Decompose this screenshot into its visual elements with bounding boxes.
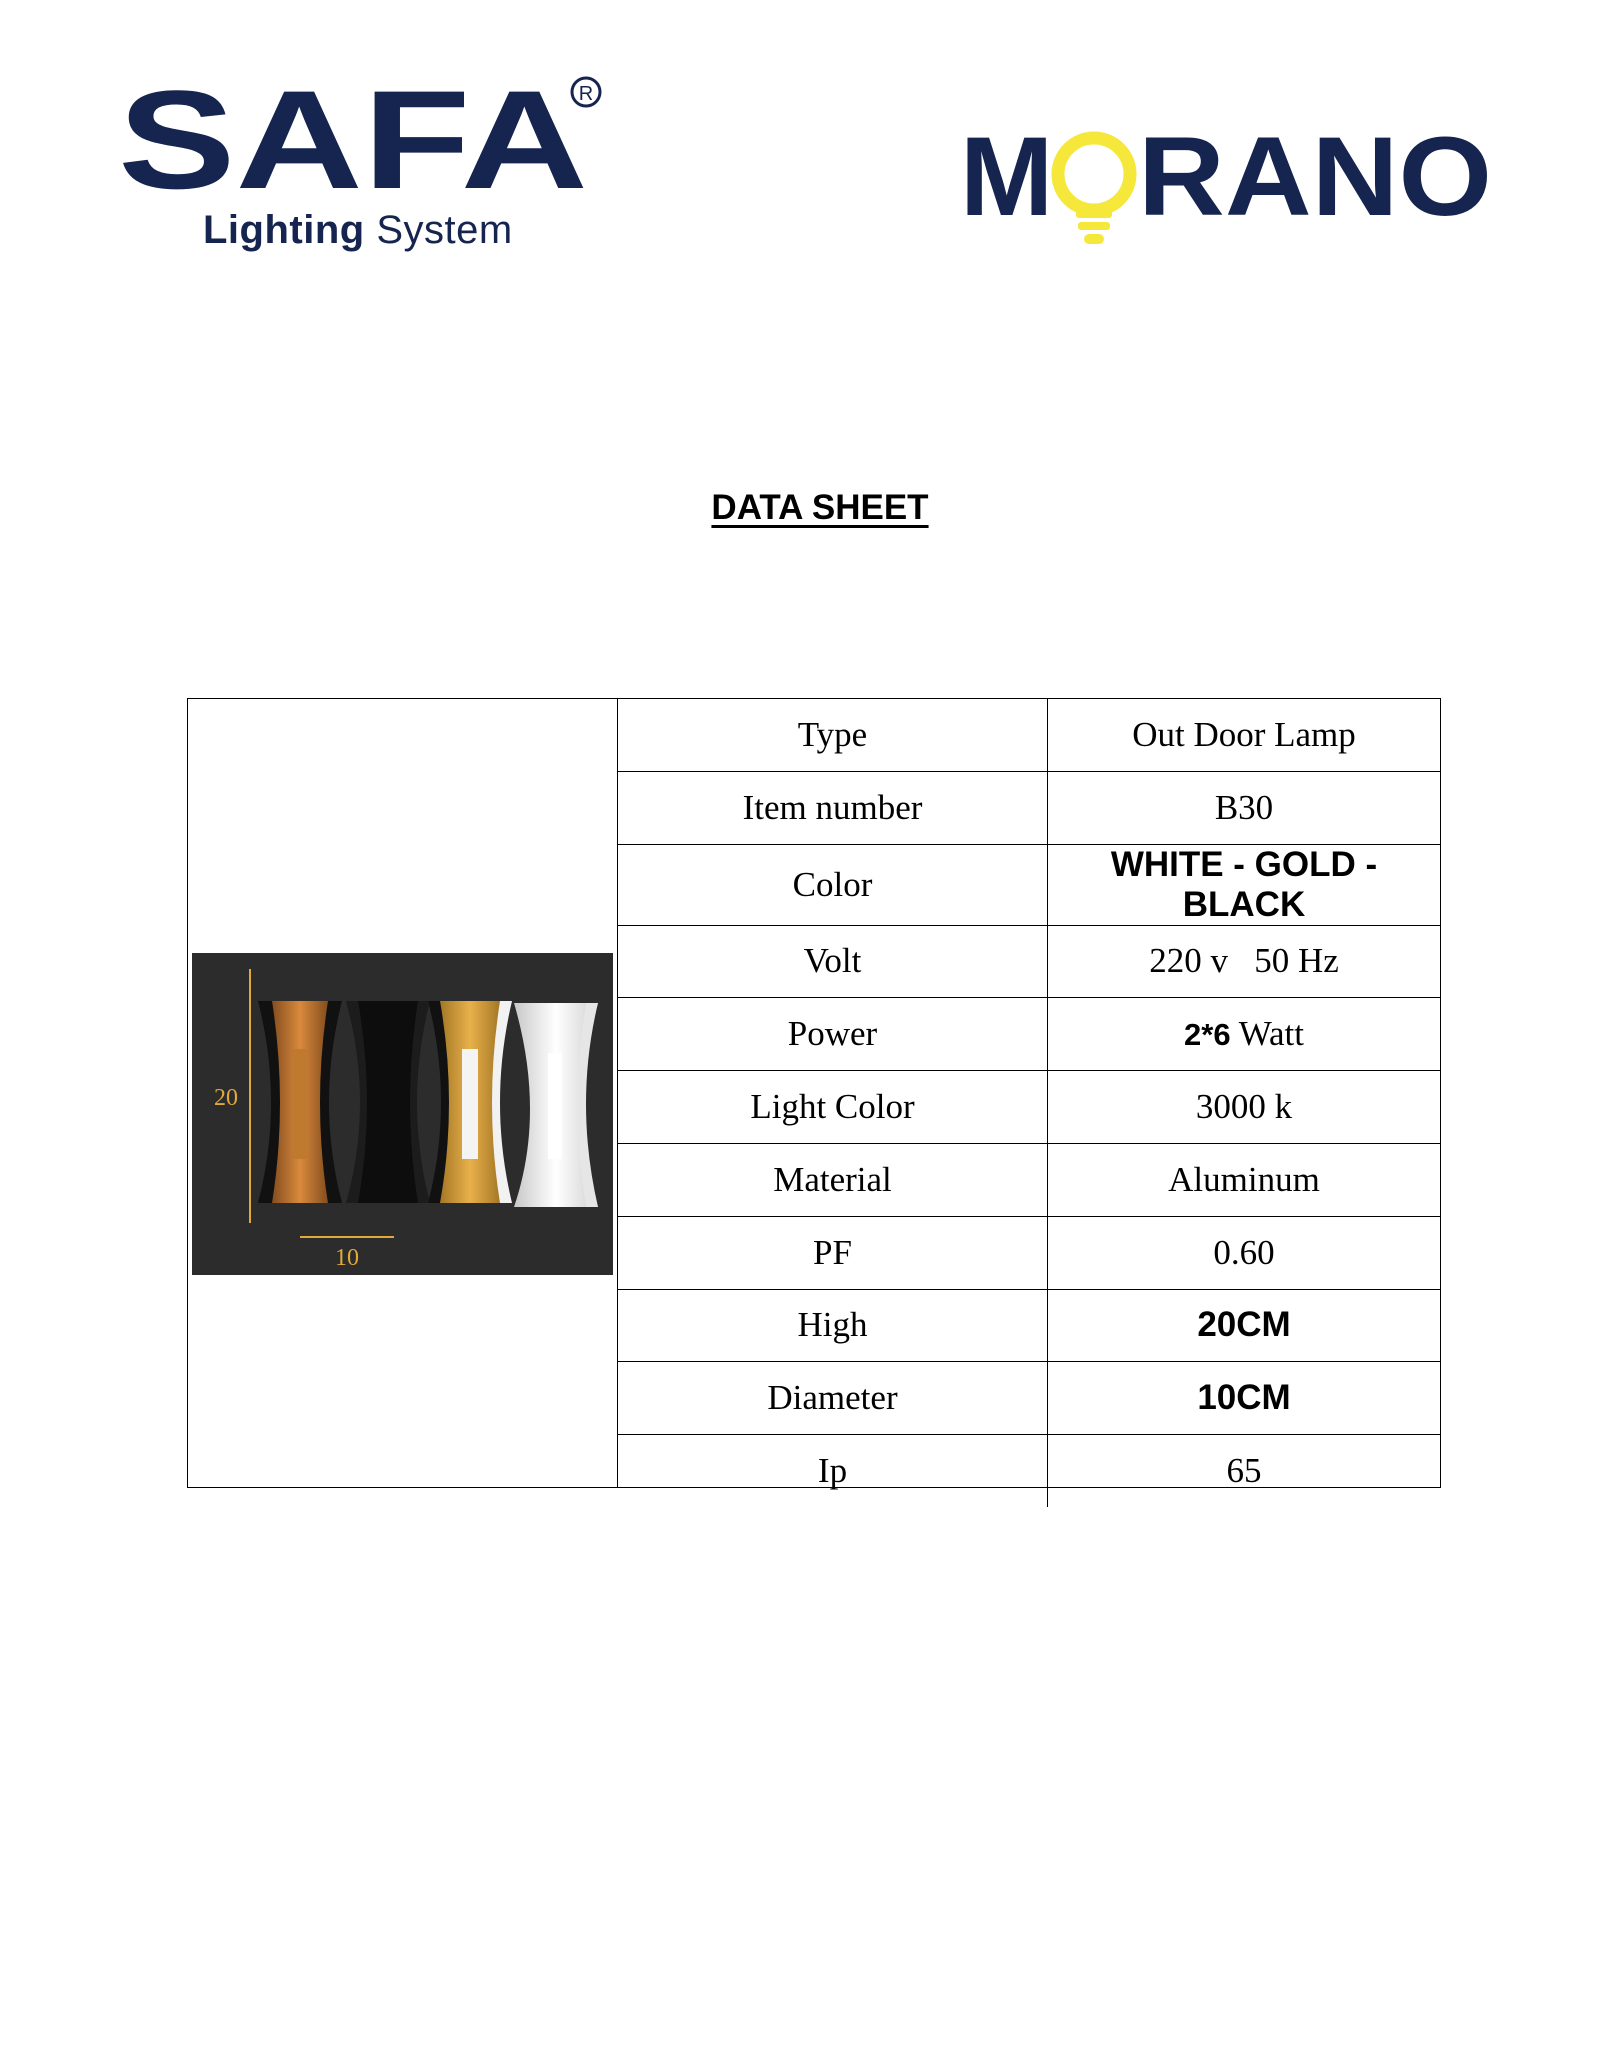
spec-value-material: Aluminum bbox=[1048, 1143, 1441, 1216]
tagline-rest: System bbox=[364, 208, 513, 252]
lamp-white bbox=[514, 1003, 598, 1207]
table-row bbox=[618, 998, 1440, 1071]
morano-letter-m: M bbox=[960, 114, 1054, 239]
product-photo bbox=[192, 953, 613, 1275]
spec-value-light-color: 3000 k bbox=[1048, 1071, 1441, 1144]
lamp-copper bbox=[258, 1001, 342, 1203]
spec-value-diameter: 10CM bbox=[1048, 1362, 1441, 1435]
table-row bbox=[618, 1216, 1440, 1289]
spec-label-diameter: Diameter bbox=[618, 1362, 1048, 1435]
table-row bbox=[618, 1289, 1440, 1362]
table-row bbox=[618, 699, 1440, 771]
spec-value-power bbox=[1048, 998, 1441, 1071]
spec-value-high: 20CM bbox=[1048, 1289, 1441, 1362]
spec-label-material: Material bbox=[618, 1143, 1048, 1216]
lamp-black bbox=[346, 1001, 430, 1203]
power-unit: Watt bbox=[1230, 1014, 1304, 1054]
data-sheet-table bbox=[187, 698, 1441, 1491]
product-photo-cell bbox=[188, 699, 618, 1487]
spec-label-color: Color bbox=[618, 844, 1048, 925]
spec-label-light-color: Light Color bbox=[618, 1071, 1048, 1144]
safa-logo bbox=[118, 70, 608, 260]
safa-tagline bbox=[203, 208, 513, 253]
table-row bbox=[618, 925, 1440, 998]
safa-logo-mark bbox=[118, 70, 608, 200]
spec-table bbox=[618, 699, 1440, 1507]
table-row bbox=[618, 1143, 1440, 1216]
spec-value-type: Out Door Lamp bbox=[1048, 699, 1441, 771]
registered-letter: R bbox=[578, 83, 594, 105]
spec-value-volt: 220 v 50 Hz bbox=[1048, 925, 1441, 998]
page-title: DATA SHEET bbox=[711, 488, 929, 527]
width-dimension-label: 10 bbox=[335, 1245, 359, 1271]
morano-letters-rano: RANO bbox=[1138, 114, 1492, 239]
spec-value-color: WHITE - GOLD - BLACK bbox=[1048, 844, 1441, 925]
lamp-gold bbox=[428, 1001, 512, 1203]
table-row bbox=[618, 1435, 1440, 1507]
height-dimension-label: 20 bbox=[214, 1085, 238, 1111]
bulb-icon bbox=[1058, 138, 1130, 244]
spec-label-pf: PF bbox=[618, 1216, 1048, 1289]
spec-label-volt: Volt bbox=[618, 925, 1048, 998]
table-row bbox=[618, 1071, 1440, 1144]
spec-label-ip: Ip bbox=[618, 1435, 1048, 1507]
spec-label-type: Type bbox=[618, 699, 1048, 771]
spec-value-item-number: B30 bbox=[1048, 771, 1441, 844]
power-number: 2*6 bbox=[1184, 1017, 1231, 1053]
spec-label-power: Power bbox=[618, 998, 1048, 1071]
table-row bbox=[618, 844, 1440, 925]
table-row bbox=[618, 1362, 1440, 1435]
lamp-illustration bbox=[192, 953, 613, 1275]
spec-label-item-number: Item number bbox=[618, 771, 1048, 844]
spec-value-pf: 0.60 bbox=[1048, 1216, 1441, 1289]
spec-label-high: High bbox=[618, 1289, 1048, 1362]
spec-value-ip: 65 bbox=[1226, 1451, 1262, 1491]
tagline-bold: Lighting bbox=[203, 208, 365, 252]
table-row bbox=[618, 771, 1440, 844]
morano-logo bbox=[960, 110, 1500, 260]
safa-wordmark: SAFA bbox=[118, 70, 588, 200]
